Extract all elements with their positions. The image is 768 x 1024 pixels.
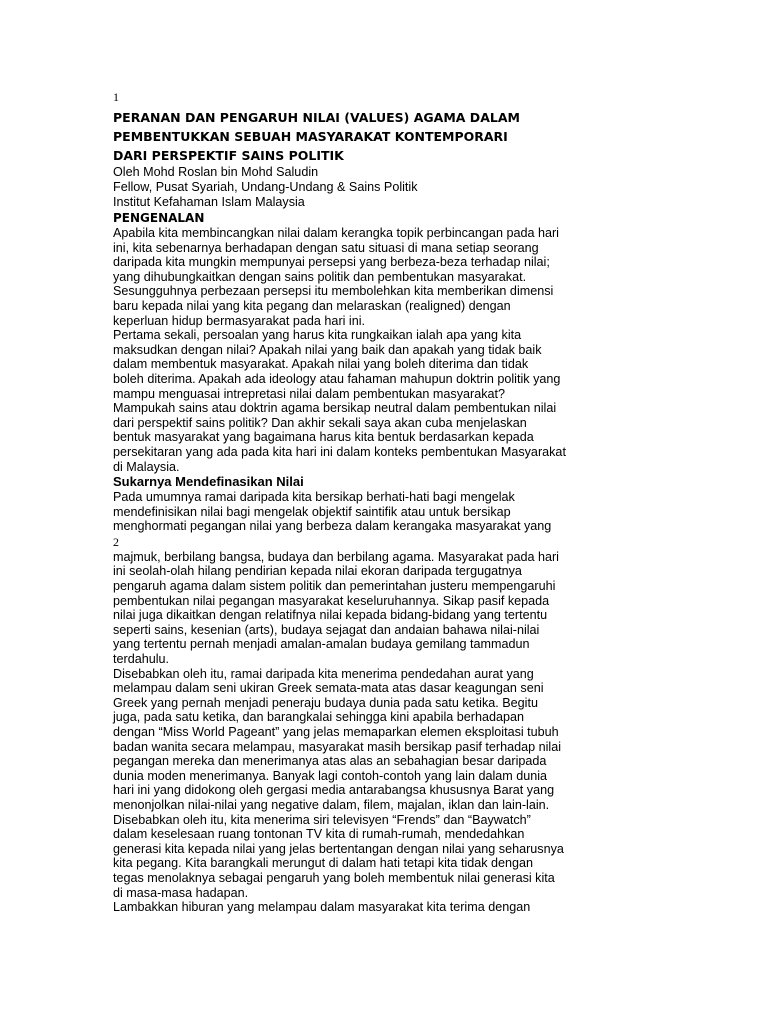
text-line: Pertama sekali, persoalan yang harus kita rungkaikan ialah apa yang kita xyxy=(113,328,522,343)
paragraph xyxy=(113,667,573,813)
author-name: Oleh Mohd Roslan bin Mohd Saludin xyxy=(113,165,319,179)
text-line: terdahulu. xyxy=(113,652,170,667)
text-line: hari ini yang didokong oleh gergasi media antarabangsa khususnya Barat yang xyxy=(113,783,555,798)
text-line: melampau dalam seni ukiran Greek semata-mata atas dasar keagungan seni xyxy=(113,681,544,696)
text-line: yang tertentu pernah menjadi amalan-amalan budaya gemilang tammadun xyxy=(113,637,530,652)
text-line: menonjolkan nilai-nilai yang negative dalam, filem, majalan, iklan dan lain-lain. xyxy=(113,797,550,812)
text-line: generasi kita kepada nilai yang jelas bertentangan dengan nilai yang seharusnya xyxy=(113,841,564,856)
text-line: Mampukah sains atau doktrin agama bersikap neutral dalam pembentukan nilai xyxy=(113,401,557,416)
text-line: dalam membentuk masyarakat. Apakah nilai yang boleh diterima dan tidak xyxy=(113,357,529,372)
paragraph xyxy=(113,226,573,328)
paragraph xyxy=(113,490,573,534)
text-line: pembentukan nilai pegangan masyarakat keseluruhannya. Sikap pasif kepada xyxy=(113,593,550,608)
text-line: dengan “Miss World Pageant” yang jelas memaparkan elemen eksploitasi tubuh xyxy=(113,725,559,739)
text-line: mendefinisikan nilai bagi mengelak objektif saintifik atau untuk bersikap xyxy=(113,504,511,519)
title-line: PERANAN DAN PENGARUH NILAI (VALUES) AGAMA DALAM xyxy=(113,110,520,125)
text-line: Lambakkan hiburan yang melampau dalam masyarakat kita terima dengan xyxy=(113,900,531,915)
document-title xyxy=(113,108,573,165)
section-heading-pengenalan: PENGENALAN xyxy=(113,211,205,225)
title-line: PEMBENTUKKAN SEBUAH MASYARAKAT KONTEMPORARI xyxy=(113,129,508,144)
text-line: ini, kita sebenarnya berhadapan dengan satu situasi di mana setiap seorang xyxy=(113,240,539,255)
text-line: dari perspektif sains politik? Dan akhir sekali saya akan cuba menjelaskan xyxy=(113,415,527,430)
text-line: di masa-masa hadapan. xyxy=(113,885,249,900)
text-line: bentuk masyarakat yang bagaimana harus kita bentuk berdasarkan kepada xyxy=(113,430,534,445)
text-line: Disebabkan oleh itu, kita menerima siri televisyen “Frends” dan “Baywatch” xyxy=(113,812,531,827)
text-line: baru kepada nilai yang kita pegang dan melaraskan (realigned) dengan xyxy=(113,298,511,313)
author-position: Fellow, Pusat Syariah, Undang-Undang & Sains Politik xyxy=(113,180,418,194)
text-line: kita pegang. Kita barangkali merungut di dalam hati tetapi kita tidak dengan xyxy=(113,856,534,871)
author-block xyxy=(113,165,573,210)
paragraph xyxy=(113,813,573,901)
text-line: di Malaysia. xyxy=(113,459,180,474)
paragraph xyxy=(113,900,573,915)
text-line: Greek yang pernah menjadi peneraju budaya dunia pada satu ketika. Begitu xyxy=(113,695,538,710)
text-line: boleh diterima. Apakah ada ideology atau fahaman mahupun doktrin politik yang xyxy=(113,371,561,386)
text-line: tegas menolaknya sebagai pengaruh yang boleh membentuk nilai generasi kita xyxy=(113,870,555,885)
text-line: Apabila kita membincangkan nilai dalam kerangka topik perbincangan pada hari xyxy=(113,226,559,240)
text-line: pegangan mereka dan menerimanya atas alas an sebahagian besar daripada xyxy=(113,754,547,769)
title-line: DARI PERSPEKTIF SAINS POLITIK xyxy=(113,148,344,163)
text-line: seperti sains, kesenian (arts), budaya sejagat dan andaian bahawa nilai-nilai xyxy=(113,622,540,637)
text-line: mampu menguasai intrepretasi nilai dalam pembentukan masyarakat? xyxy=(113,386,506,401)
text-line: Pada umumnya ramai daripada kita bersikap berhati-hati bagi mengelak xyxy=(113,490,515,505)
text-line: ini seolah-olah hilang pendirian kepada nilai ekoran daripada tergugatnya xyxy=(113,564,522,579)
text-line: pengaruh agama dalam sistem politik dan pemerintahan justeru mempengaruhi xyxy=(113,579,556,594)
text-line: Disebabkan oleh itu, ramai daripada kita menerima pendedahan aurat yang xyxy=(113,666,534,681)
text-line: badan wanita secara melampau, masyarakat masih bersikap pasif terhadap nilai xyxy=(113,739,562,754)
text-line: maksudkan dengan nilai? Apakah nilai yang baik dan apakah yang tidak baik xyxy=(113,342,542,357)
text-line: daripada kita mungkin mempunyai persepsi yang berbeza-beza terhadap nilai; xyxy=(113,255,550,270)
text-line: juga, pada satu ketika, dan barangkalai sehingga kini apabila berhadapan xyxy=(113,710,525,725)
text-line: keperluan hidup bermasyarakat pada hari ini. xyxy=(113,313,366,328)
document-page xyxy=(113,90,573,915)
text-line: persekitaran yang ada pada kita hari ini dalam konteks pembentukan Masyarakat xyxy=(113,444,566,459)
page-number: 2 xyxy=(113,534,119,549)
text-line: dunia moden menerimanya. Banyak lagi contoh-contoh yang lain dalam dunia xyxy=(113,768,548,783)
author-institution: Institut Kefahaman Islam Malaysia xyxy=(113,195,305,209)
text-line: nilai juga dikaitkan dengan relatifnya nilai kepada bidang-bidang yang tertentu xyxy=(113,608,548,623)
page-number: 1 xyxy=(113,90,119,104)
text-line: Sesungguhnya perbezaan persepsi itu membolehkan kita memberikan dimensi xyxy=(113,284,554,299)
paragraph xyxy=(113,328,573,474)
text-line: dalam keselesaan ruang tontonan TV kita di rumah-rumah, mendedahkan xyxy=(113,827,525,842)
paragraph xyxy=(113,550,573,667)
section-heading-nilai: Sukarnya Mendefinasikan Nilai xyxy=(113,474,304,490)
text-line: menghormati pegangan nilai yang berbeza dalam kerangaka masyarakat yang xyxy=(113,519,552,534)
text-line: yang dihubungkaitkan dengan sains politik dan pembentukan masyarakat. xyxy=(113,269,527,284)
text-line: majmuk, berbilang bangsa, budaya dan berbilang agama. Masyarakat pada hari xyxy=(113,549,559,564)
